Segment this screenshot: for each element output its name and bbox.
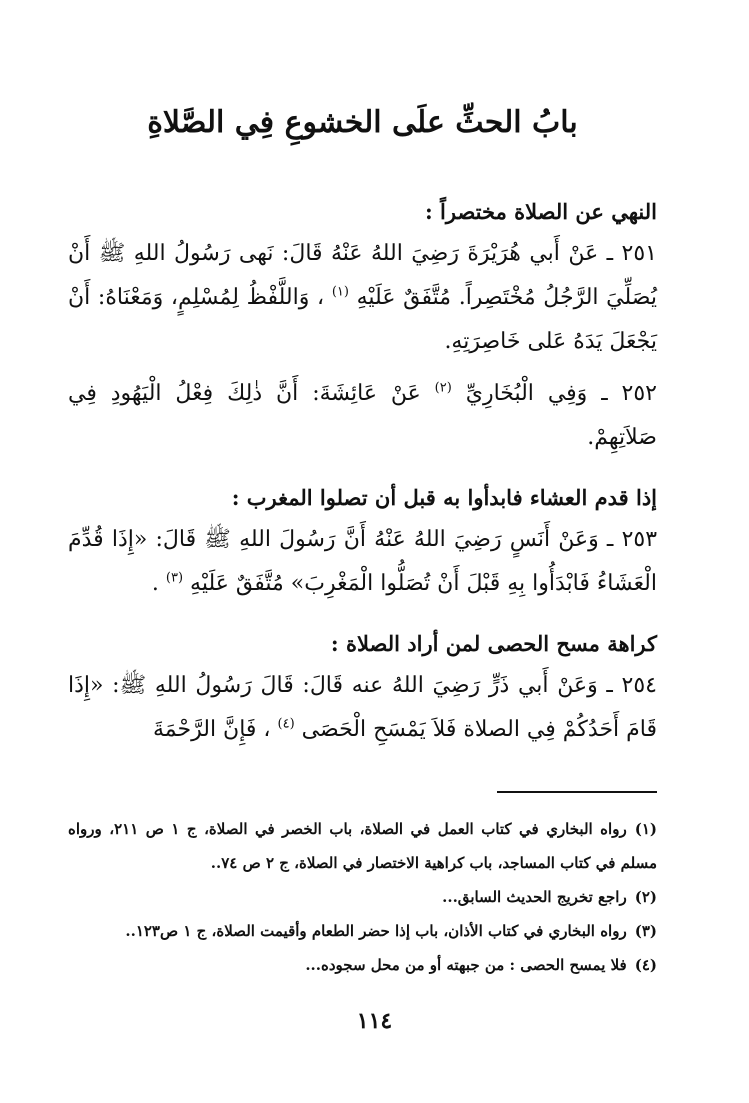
- chapter-title: بابُ الحثِّ علَى الخشوعِ فِي الصَّلاةِ: [147, 105, 578, 140]
- spacer: [68, 468, 657, 478]
- hadith-text: ـ عَنْ أَبي هُرَيْرَةَ رَضِيَ اللهُ عَنْهُ قَالَ: نَهى رَسُولُ اللهِ ﷺ أَنْ يُصَلِّيَ الرَّجُلُ مُخْتَصِراً. مُتَّفَقٌ عَلَيْهِ: [68, 241, 658, 310]
- hadith-text: ، وَاللَّفْظُ لِمُسْلِمٍ، وَمَعْنَاهُ: أَنْ يَجْعَلَ يَدَهُ عَلى خَاصِرَتِهِ.: [68, 285, 657, 354]
- footnote-reference[interactable]: (١): [331, 284, 349, 300]
- hadith-text: عَنْ عَائِشَةَ: أَنَّ ذٰلِكَ فِعْلُ الْيَهُودِ فِي صَلاَتِهِمْ.: [68, 381, 657, 450]
- hadith-number: ٢٥٢: [621, 381, 657, 406]
- hadith-paragraph: [68, 372, 657, 460]
- hadith-number: ٢٥٤: [621, 673, 657, 698]
- hadith-paragraph: [68, 232, 657, 364]
- footnote: [68, 812, 657, 880]
- footnote-reference[interactable]: (٤): [277, 716, 295, 732]
- footnote-number: (١): [634, 820, 657, 838]
- page-number: ١١٤: [356, 1008, 393, 1034]
- hadith-text: ، فَإِنَّ الرَّحْمَةَ: [153, 717, 271, 742]
- section-heading: كراهة مسح الحصى لمن أراد الصلاة :: [330, 631, 657, 656]
- section-heading: إذا قدم العشاء فابدأوا به قبل أن تصلوا المغرب :: [231, 485, 657, 510]
- footnote-reference[interactable]: (٣): [165, 570, 184, 586]
- footnote-text: فلا يمسح الحصى : من جبهته أو من محل سجوده...: [305, 956, 627, 974]
- section-heading: النهي عن الصلاة مختصراً :: [424, 199, 657, 224]
- hadith-text: .: [151, 571, 159, 596]
- hadith-text: ـ وَفِي الْبُخَارِيِّ: [465, 381, 608, 406]
- spacer: [68, 614, 657, 624]
- footnote-text: رواه البخاري في كتاب الأذان، باب إذا حضر الطعام وأقيمت الصلاة، ج ١ ص١٢٣..: [125, 922, 627, 940]
- footnote-number: (٢): [634, 888, 657, 906]
- footnote-separator: [497, 791, 657, 793]
- hadith-paragraph: [68, 518, 657, 606]
- footnote-number: (٤): [634, 956, 657, 974]
- footnote-text: راجع تخريج الحديث السابق...: [442, 888, 627, 906]
- footnote: [68, 880, 657, 914]
- footnote-number: (٣): [634, 922, 657, 940]
- footnote-text: رواه البخاري في كتاب العمل في الصلاة، باب الخصر في الصلاة، ج ١ ص ٢١١، ورواه مسلم في كتاب المساجد، باب كراهية الاختصار في الصلاة، ج ٢ ص ٧٤..: [68, 820, 657, 872]
- hadith-paragraph: [68, 664, 657, 752]
- hadith-text: ـ وَعَنْ أَنَسٍ رَضِيَ اللهُ عَنْهُ أَنَّ رَسُولَ اللهِ ﷺ قَالَ: «إِذَا قُدِّمَ الْعَشَاءُ فَابْدَأُوا بِهِ قَبْلَ أَنْ تُصَلُّوا الْمَغْرِبَ» مُتَّفَقٌ عَلَيْهِ: [68, 527, 657, 596]
- main-text: [68, 192, 657, 760]
- footnote: [68, 948, 657, 982]
- footnote-reference[interactable]: (٢): [434, 380, 452, 396]
- hadith-number: ٢٥١: [621, 241, 657, 266]
- hadith-number: ٢٥٣: [621, 527, 658, 552]
- footnotes-list: [68, 812, 657, 982]
- footnote: [68, 914, 657, 948]
- hadith-text: ـ وَعَنْ أَبي ذَرٍّ رَضِيَ اللهُ عنه قَالَ: قَالَ رَسُولُ اللهِ ﷺ: «إِذَا قَامَ أَحَدُكُمْ فِي الصلاة فَلاَ يَمْسَحِ الْحَصَى: [68, 673, 657, 742]
